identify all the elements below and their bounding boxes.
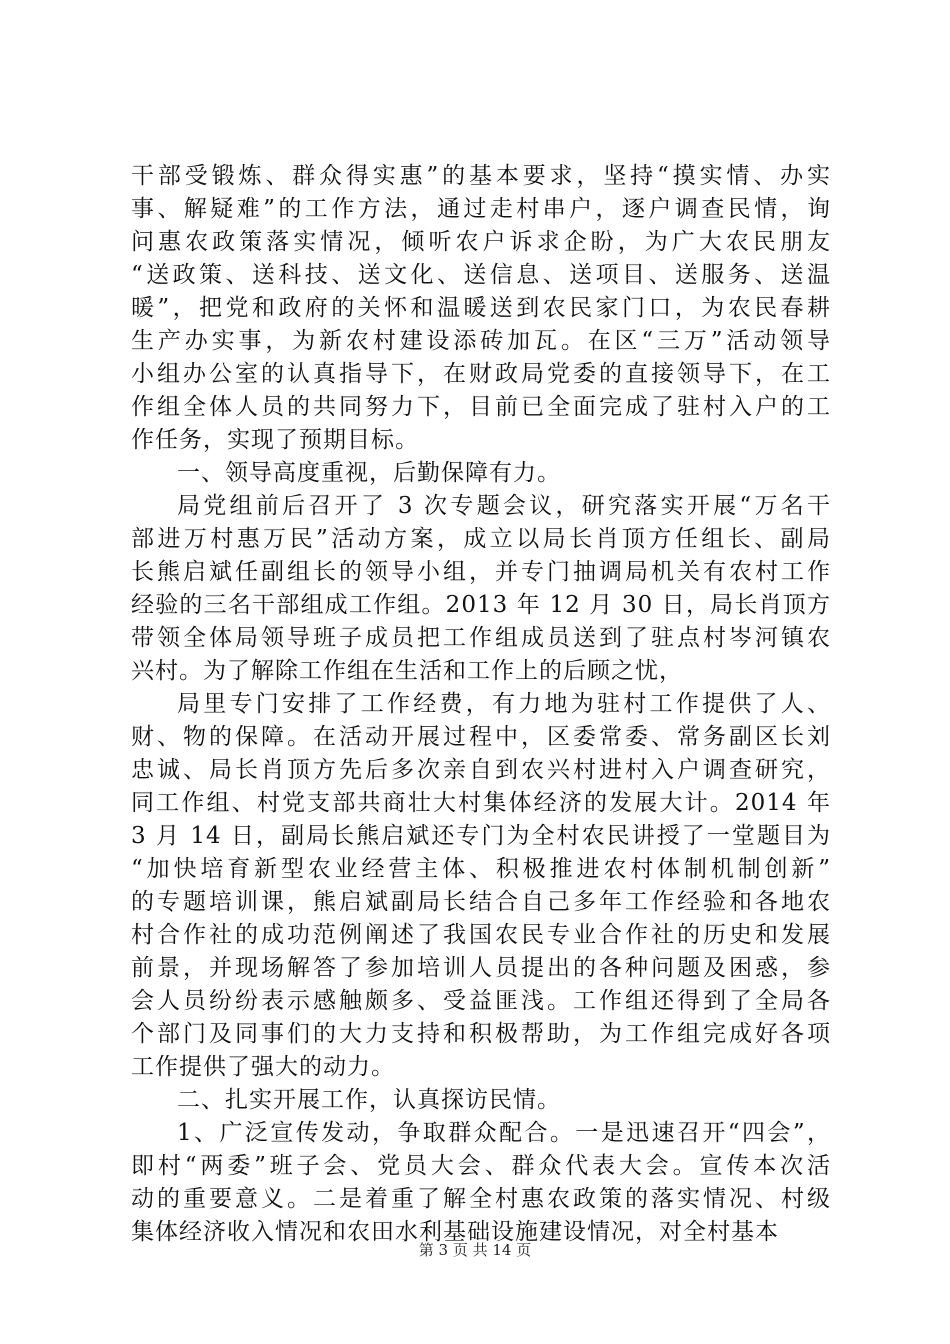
text-line: 忠诚、局长肖顶方先后多次亲自到农兴村进村入户调查研究， (131, 757, 831, 783)
paragraph (131, 1084, 831, 1117)
text-line: 作任务，实现了预期目标。 (131, 427, 419, 453)
text-line: 工作提供了强大的动力。 (131, 1054, 395, 1080)
text-line: 带领全体局领导班子成员把工作组成员送到了驻点村岑河镇农 (131, 625, 831, 651)
text-line: 个部门及同事们的大力支持和积极帮助，为工作组完成好各项 (131, 1021, 831, 1047)
paragraph (131, 457, 831, 490)
text-line: 局党组前后召开了 3 次专题会议，研究落实开展“万名干 (177, 493, 831, 519)
text-line: 小组办公室的认真指导下，在财政局党委的直接领导下，在工 (131, 361, 831, 387)
text-line: 村合作社的成功范例阐述了我国农民专业合作社的历史和发展 (131, 922, 831, 948)
paragraph (131, 490, 831, 688)
text-line: 兴村。为了解除工作组在生活和工作上的后顾之忧， (131, 658, 683, 684)
text-line: 作组全体人员的共同努力下，目前已全面完成了驻村入户的工 (131, 394, 831, 420)
text-line: 1、广泛宣传发动，争取群众配合。一是迅速召开“四会”， (177, 1120, 831, 1146)
text-line: 生产办实事，为新农村建设添砖加瓦。在区“三万”活动领导 (131, 328, 831, 354)
text-line: 的专题培训课，熊启斌副局长结合自己多年工作经验和各地农 (131, 889, 831, 915)
text-line: 3 月 14 日，副局长熊启斌还专门为全村农民讲授了一堂题目为 (131, 823, 831, 849)
text-line: 动的重要意义。二是着重了解全村惠农政策的落实情况、村级 (131, 1186, 831, 1212)
text-line: 一、领导高度重视，后勤保障有力。 (177, 460, 561, 486)
text-line: 前景，并现场解答了参加培训人员提出的各种问题及困惑，参 (131, 955, 831, 981)
text-line: 二、扎实开展工作，认真探访民情。 (177, 1087, 561, 1113)
text-line: 事、解疑难”的工作方法，通过走村串户，逐户调查民情，询 (131, 196, 831, 222)
text-line: 集体经济收入情况和农田水利基础设施建设情况，对全村基本 (131, 1219, 779, 1245)
text-line: “加快培育新型农业经营主体、积极推进农村体制机制创新” (131, 856, 831, 882)
page-footer: 第 3 页 共 14 页 (418, 1241, 532, 1259)
paragraph (131, 688, 831, 1084)
text-line: 部进万村惠万民”活动方案，成立以局长肖顶方任组长、副局 (131, 526, 831, 552)
text-line: 干部受锻炼、群众得实惠”的基本要求，坚持“摸实情、办实 (131, 163, 831, 189)
text-line: 经验的三名干部组成工作组。2013 年 12 月 30 日，局长肖顶方 (131, 592, 831, 618)
text-line: 长熊启斌任副组长的领导小组，并专门抽调局机关有农村工作 (131, 559, 831, 585)
text-line: “送政策、送科技、送文化、送信息、送项目、送服务、送温 (131, 262, 831, 288)
paragraph (131, 160, 831, 457)
text-line: 财、物的保障。在活动开展过程中，区委常委、常务副区长刘 (131, 724, 831, 750)
body-text (131, 160, 831, 1249)
text-line: 局里专门安排了工作经费，有力地为驻村工作提供了人、 (177, 691, 831, 717)
text-line: 问惠农政策落实情况，倾听农户诉求企盼，为广大农民朋友 (131, 229, 831, 255)
paragraph (131, 1117, 831, 1249)
text-line: 即村“两委”班子会、党员大会、群众代表大会。宣传本次活 (131, 1153, 831, 1179)
text-line: 会人员纷纷表示感触颇多、受益匪浅。工作组还得到了全局各 (131, 988, 831, 1014)
text-line: 暖”，把党和政府的关怀和温暖送到农民家门口，为农民春耕 (131, 295, 831, 321)
text-line: 同工作组、村党支部共商壮大村集体经济的发展大计。2014 年 (131, 790, 831, 816)
